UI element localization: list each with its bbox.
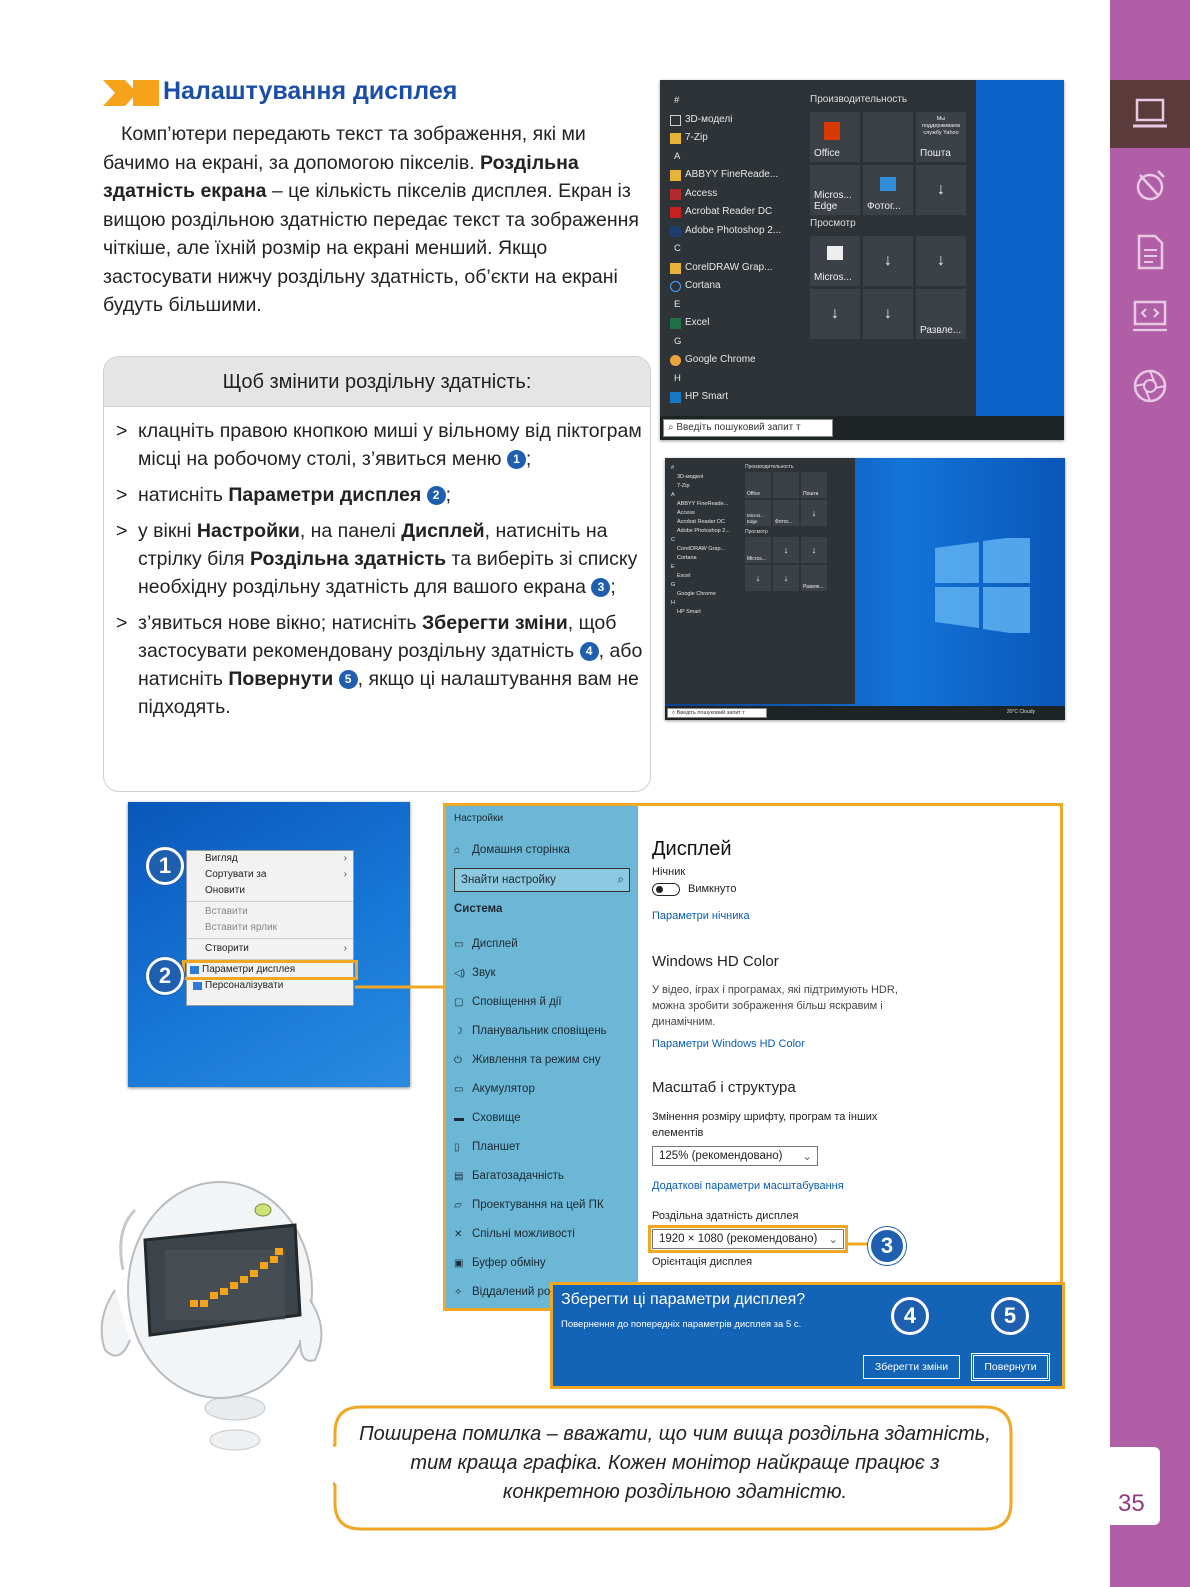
edge-tile[interactable]: Micros... Edge [810,165,860,215]
nav-projecting[interactable]: ▱ Проектування на цей ПК [454,1195,604,1215]
scale-label: Змінення розміру шрифту, програм та інших елементів [652,1111,878,1139]
photos-icon [880,177,896,191]
list-item[interactable]: CorelDRAW Grap... [660,259,810,278]
moon-icon: ☽ [454,1026,463,1037]
photoshop-icon [670,226,681,237]
nav-clipboard[interactable]: ▣ Буфер обміну [454,1253,546,1273]
list-item: G [671,582,676,588]
document-icon [1130,232,1170,272]
list-item[interactable]: Acrobat Reader DC [660,203,810,222]
power-icon: ⏻ [454,1055,462,1066]
list-item[interactable]: 7-Zip [677,483,690,489]
list-item[interactable]: Adobe Photoshop 2... [677,528,730,534]
list-item[interactable]: Cortana [677,555,697,561]
list-item: # [671,465,675,471]
list-item: # [674,95,680,106]
step-number-badge: 1 [507,450,526,469]
menu-item-paste[interactable]: Вставити [205,906,248,917]
list-item[interactable]: Access [677,510,695,516]
list-item[interactable]: Google Chrome [660,351,810,370]
folder-icon [670,133,681,144]
hd-title: Windows HD Color [652,953,779,970]
code-screen-icon [1130,297,1170,337]
list-item[interactable]: 7-Zip [660,129,810,148]
speaker-icon: ◁) [454,968,466,979]
nav-multitasking[interactable]: ▤ Багатозадачність [454,1166,564,1186]
window-title: Настройки [454,813,504,824]
office-tile[interactable]: Office [745,472,771,498]
list-item[interactable]: Access [660,185,810,204]
step-number-badge: 2 [427,486,446,505]
battery-icon: ▭ [454,1084,464,1095]
edge-tile[interactable]: Micros... Edge [745,500,771,526]
list-item: A [671,492,675,498]
list-item[interactable]: Excel [660,314,810,333]
cube-icon [670,115,681,126]
menu-item-display-settings[interactable]: Параметри дисплея [184,962,356,978]
aperture-icon [1130,366,1170,406]
list-item: C [671,537,675,543]
search-icon: ⌕ [617,874,624,886]
step-number-badge: 4 [580,642,599,661]
office-tile[interactable]: Office [810,112,860,162]
display-icon [190,966,199,974]
settings-sidebar [446,806,638,1308]
confirm-dialog [550,1282,1065,1389]
list-item[interactable]: Google Chrome [677,591,716,597]
instructions-title: Щоб змінити роздільну здатність: [104,357,650,407]
list-item: A [674,150,681,162]
menu-item-view[interactable]: Вигляд › [187,851,353,867]
list-item[interactable]: ABBYY FineReade... [660,166,810,185]
callout-3: 3 [868,1227,906,1265]
download-icon[interactable]: ↓ [773,565,799,591]
menu-item-sort[interactable]: Сортувати за › [187,867,353,883]
intro-term: Роздільна здатність екрана [103,151,579,202]
download-icon[interactable]: ↓ [863,289,913,339]
tools-icon [1130,165,1170,205]
search-icon: ⌕ [672,710,676,716]
project-icon: ▱ [454,1200,462,1211]
list-item: H [674,372,681,384]
note-text: Поширена помилка – вважати, що чим вища роздільна здатність, тим краща графіка. Кожен монітор найкраще працює з конкретною роздільною здатністю. [359,1423,991,1503]
apps-tile[interactable] [773,472,799,498]
connector-line [355,980,447,994]
dialog-title: Зберегти ці параметри дисплея? [561,1291,806,1308]
list-item: > натисніть Параметри дисплея 2 ; [116,481,646,509]
dialog-text: Повернення до попередніх параметрів дисплея за 5 с. [561,1319,802,1330]
taskbar-search-input[interactable]: ⌕ Введіть пошуковий запит т [667,708,767,718]
access-icon [670,189,681,200]
list-item[interactable]: Cortana [660,277,810,296]
store-tile[interactable]: Micros... [810,236,860,286]
start-menu [665,458,855,704]
menu-item-refresh[interactable]: Оновити [205,885,245,896]
hd-text: У відео, іграх і програмах, які підтримують HDR, можна зробити зображення більш яскравим і динамічним. [652,984,898,1028]
menu-item-personalize[interactable]: Персоналізувати [187,978,353,994]
download-icon[interactable]: ↓ [810,289,860,339]
chevron-right-icon: › [343,943,347,954]
download-icon[interactable]: ↓ [745,565,771,591]
section-heading: Налаштування дисплея [163,77,458,105]
start-menu [660,80,976,418]
callout-5: 5 [991,1297,1029,1335]
toggle-knob [656,886,663,893]
callout-4: 4 [891,1297,929,1335]
store-icon [827,246,843,260]
list-item: H [671,600,675,606]
taskbar-search-input[interactable]: ⌕ Введіть пошуковий запит т [663,419,833,437]
tray-weather: 20°C Cloudy [1006,709,1035,715]
callout-1: 1 [146,847,184,885]
download-icon[interactable]: ↓ [863,236,913,286]
hd-settings-link[interactable]: Параметри Windows HD Color [652,1038,805,1050]
heading-chevron-icon [103,80,159,106]
office-icon [824,122,840,140]
multitasking-icon: ▤ [454,1171,464,1182]
page-title: Дисплей [652,838,732,860]
personalize-icon [193,982,202,990]
tile-group-title: Производительность [810,94,908,105]
monitor-icon: ▭ [454,939,464,950]
scale-dropdown[interactable]: 125% (рекомендовано) ⌄ [652,1146,818,1166]
nav-storage[interactable]: ▬ Сховище [454,1108,521,1128]
excel-icon [670,318,681,329]
download-icon[interactable]: ↓ [773,537,799,563]
mail-tile[interactable]: Пошта [801,472,827,498]
mail-tile[interactable]: Мы поддерживаем службу Yahoo Пошта [916,112,966,162]
menu-item-paste-shortcut[interactable]: Вставити ярлик [205,922,277,933]
laptop-icon [1130,94,1170,134]
save-changes-button[interactable]: Зберегти зміни [863,1355,960,1379]
list-item[interactable]: 3D-моделі [660,111,810,130]
page-number: 35 [1118,1490,1145,1517]
nav-shared[interactable]: ✕ Спільні можливості [454,1224,575,1244]
resolution-label: Роздільна здатність дисплея [652,1210,799,1222]
context-menu-screenshot [128,802,410,1087]
list-item: > клацніть правою кнопкою миші у вільному від піктограм місці на робочому столі, з’явиться меню 1 ; [116,417,646,473]
intro-paragraph: Комп’ютери передають текст та зображення, які ми бачимо на екрані, за допомогою пікселів. Роздільна здатність екрана – це кількість пікселів дисплея. Екран із вищою роздільною здатністю передає текст та зображення чіткіше, але їхній розмір на екрані менший. Якщо застосувати нижчу роздільну здатність, об’єкти на екрані будуть більшими. [103,123,639,316]
apps-tile[interactable] [863,112,913,162]
menu-separator [187,959,353,960]
orientation-label: Орієнтація дисплея [652,1256,753,1268]
list-item: G [674,335,682,347]
step-number-badge: 5 [339,670,358,689]
chapter-sidebar [1110,0,1190,1587]
folder-icon [670,170,681,181]
advanced-scaling-link[interactable]: Додаткові параметри масштабування [652,1180,844,1192]
list-item: C [674,243,681,254]
nav-display[interactable]: ▭ Дисплей [454,934,518,954]
tablet-icon: ▯ [454,1142,460,1153]
chrome-icon [670,355,681,366]
revert-button[interactable]: Повернути [973,1355,1048,1379]
nav-notifications[interactable]: ▢ Сповіщення й дії [454,992,562,1012]
acrobat-icon [670,207,681,218]
nav-focus[interactable]: ☽ Планувальник сповіщень [454,1021,607,1041]
desktop-screenshot [665,458,1065,720]
night-settings-link[interactable]: Параметри нічника [652,910,750,922]
folder-icon [670,263,681,274]
entertainment-tile[interactable]: Развле... [916,289,966,339]
nav-tablet[interactable]: ▯ Планшет [454,1137,520,1157]
list-item[interactable]: HP Smart [660,388,810,407]
download-icon[interactable]: ↓ [801,537,827,563]
step-number-badge: 3 [591,578,610,597]
tile-group-title: Просмотр [745,529,768,535]
chevron-down-icon: ⌄ [828,1234,838,1246]
list-item[interactable]: Excel [677,573,691,579]
list-item: > у вікні Настройки, на панелі Дисплей, натисніть на стрілку біля Роздільна здатність та виберіть зі списку необхідну роздільну здатність для вашого екрана 3 ; [116,517,646,601]
night-state: Вимкнуто [688,883,737,895]
nav-sound[interactable]: ◁) Звук [454,963,496,983]
tile-group-title: Производительность [745,464,794,470]
menu-separator [187,938,353,939]
list-item[interactable]: CorelDRAW Grap... [677,546,726,552]
list-item[interactable]: HP Smart [677,609,701,615]
nav-power[interactable]: ⏻ Живлення та режим сну [454,1050,601,1070]
desktop-context-menu [186,850,354,1006]
download-icon[interactable]: ↓ [801,500,827,526]
nav-battery[interactable]: ▭ Акумулятор [454,1079,535,1099]
section-label: Система [454,903,503,915]
nav-remote[interactable]: ✧ Віддалений ро [454,1282,550,1302]
start-menu-screenshot [660,80,1064,440]
list-item: E [674,298,681,310]
hp-icon [670,392,681,403]
download-icon[interactable]: ↓ [916,236,966,286]
menu-item-new[interactable]: Створити › [187,941,353,957]
app-list [660,92,810,407]
notification-icon: ▢ [454,997,464,1008]
night-label: Нічник [652,866,686,878]
list-item[interactable]: 3D-моделі [677,474,704,480]
callout-2: 2 [146,957,184,995]
entertainment-tile[interactable]: Развле... [801,565,827,591]
storage-icon: ▬ [454,1113,464,1124]
cortana-icon [670,281,681,292]
robot-mascot-icon [95,1170,325,1470]
settings-window [443,803,1063,1311]
settings-main [638,806,1060,1308]
photos-tile[interactable]: Фотог... [773,500,799,526]
taskbar [665,706,1065,720]
chevron-right-icon: › [343,869,347,880]
menu-separator [187,901,353,902]
tile-group-title: Просмотр [810,218,856,229]
nav-home[interactable]: ⌂ Домашня сторінка [454,840,570,860]
store-tile[interactable]: Micros... [745,537,771,563]
instructions-list [116,417,646,729]
chevron-down-icon: ⌄ [802,1151,812,1163]
windows-logo-icon [935,538,1030,633]
taskbar [660,416,1064,440]
list-item[interactable]: Acrobat Reader DC [677,519,725,525]
night-toggle[interactable] [652,883,680,896]
list-item: > з’явиться нове вікно; натисніть Зберегти зміни, щоб застосувати рекомендовану роздільну здатність 4 , або натисніть Повернути 5 , якщо ці налаштування вам не підходять. [116,609,646,721]
list-item[interactable]: ABBYY FineReade... [677,501,729,507]
settings-search-input[interactable]: Знайти настройку ⌕ [454,868,630,892]
scale-title: Масштаб і структура [652,1079,796,1096]
app-list [665,464,755,617]
search-icon: ⌕ [668,422,674,433]
remote-icon: ✧ [454,1287,463,1298]
instructions-box [103,356,651,792]
clipboard-icon: ▣ [454,1258,464,1269]
chevron-right-icon: › [343,853,347,864]
list-item: E [671,564,675,570]
share-icon: ✕ [454,1229,463,1240]
photos-tile[interactable]: Фотог... [863,165,913,215]
download-icon[interactable]: ↓ [916,165,966,215]
list-item[interactable]: Adobe Photoshop 2... [660,222,810,241]
home-icon: ⌂ [454,845,461,856]
resolution-dropdown[interactable]: 1920 × 1080 (рекомендовано) ⌄ [652,1229,844,1249]
